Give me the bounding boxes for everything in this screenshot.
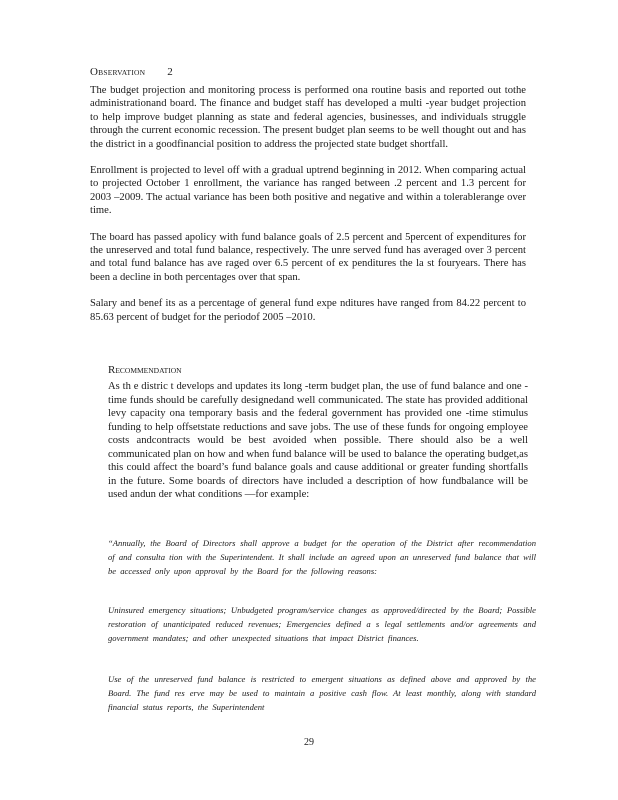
observation-paragraph: Enrollment is projected to level off with a gradual uptrend beginning in 2012. When comparing actual to projected October 1 enrollment, the variance has ranged between .2 percent and 1.3 percent for 2003 –2009. The actual variance has been both positive and negative and within a tolerablerange over time. (90, 165, 526, 217)
policy-quote-paragraph: Use of the unreserved fund balance is restricted to emergent situations as defined above and approved by the Board. The fund res erve may be used to maintain a positive cash flow. At least monthly, along with standard financial status reports, the Superintendent (108, 674, 536, 712)
observation-heading-text: BSERVATION (98, 68, 146, 77)
observation-body (90, 84, 526, 337)
page-number: 29 (304, 737, 314, 748)
observation-heading-initial: O (90, 66, 99, 78)
recommendation-body (108, 380, 528, 515)
recommendation-heading (108, 364, 182, 376)
policy-quote-paragraph: Uninsured emergency situations; Unbudgeted program/service changes as approved/directed by the Board; Possible restoration of unanticipated reduced revenues; Emergencies defined a s legal settlements and/or agreements and government mandates; and other unexpected situations that impact District finances. (108, 605, 536, 643)
observation-number: 2 (167, 66, 173, 78)
policy-quote-paragraph: “Annually, the Board of Directors shall approve a budget for the operation of the District after recommendation of and consulta tion with the Superintendent. It shall include an agreed upon an unreserved fund balance that will be accessed only upon approval by the Board for the following reasons: (108, 538, 537, 576)
observation-paragraph: The board has passed apolicy with fund balance goals of 2.5 percent and 5percent of expenditures for the unreserved and total fund balance, respectively. The unre served fund has averaged over 3 percent and total fund balance has ave raged over 6.5 percent of ex penditures the la st fouryears. There has been a decline in both percentages over that span. (90, 231, 526, 283)
observation-paragraph: Salary and benef its as a percentage of general fund expe nditures have ranged from 84.22 percent to 85.63 percent of budget for the periodof 2005 –2010. (90, 298, 526, 323)
recommendation-heading-text: ECOMMENDATION (115, 366, 182, 375)
recommendation-heading-initial: R (108, 364, 116, 376)
recommendation-paragraph: As th e distric t develops and updates its long -term budget plan, the use of fund balance and one -time funds should be carefully designedand well communicated. The state has provided additional levy capacity ona temporary basis and the federal government has provided one -time stimulus funding to help offsetstate reductions and save jobs. The use of these funds for ongoing employee costs andcontracts would be best avoided when possible. There should also be a well communicated plan on how and when fund balance will be used to balance the operating budget,as this could affect the board’s fund balance goals and cause additional or greater funding shortfalls in the future. Some boards of directors have included a description of how fundbalance will be used andun der what conditions —for example: (108, 381, 528, 500)
observation-heading (90, 66, 173, 78)
observation-paragraph: The budget projection and monitoring process is performed ona routine basis and reported out tothe administrationand board. The finance and budget staff has developed a multi -year budget projection to help improve budget planning as state and federal agencies, businesses, and individuals struggle through the current economic recession. The present budget plan seems to be well thought out and has the district in a goodfinancial position to address the projected state budget shortfall. (90, 85, 526, 150)
